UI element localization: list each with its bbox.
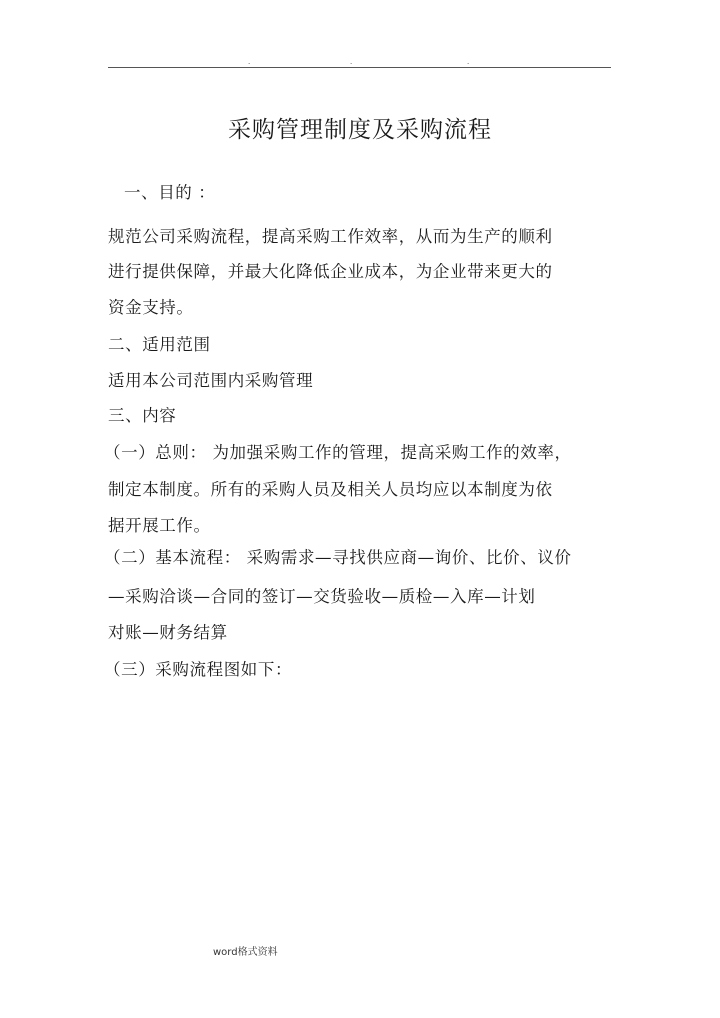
purpose-heading: 一、目的 ： (124, 183, 216, 202)
purpose-line: 规范公司采购流程，提高采购工作效率，从而为生产的顺利 (108, 227, 553, 246)
content-heading: 三、内容 (108, 406, 177, 425)
purpose-line: 资金支持。 (108, 298, 194, 317)
flowchart-heading: （三）采购流程图如下： (104, 660, 293, 679)
header-dot: . (350, 58, 353, 66)
process-line: —采购洽谈—合同的签订—交货验收—质检—入库—计划 (108, 587, 536, 606)
header-dot: . (248, 58, 251, 66)
purpose-line: 进行提供保障，并最大化降低企业成本，为企业带来更大的 (108, 262, 553, 281)
general-line: 制定本制度。所有的采购人员及相关人员均应以本制度为依 (108, 480, 553, 499)
footer-label: word格式资料 (213, 947, 278, 958)
general-line: （一）总则： 为加强采购工作的管理，提高采购工作的效率， (104, 443, 572, 462)
general-line: 据开展工作。 (108, 516, 211, 535)
header-dot: . (467, 58, 470, 66)
document-title: 采购管理制度及采购流程 (228, 117, 492, 143)
header-rule (108, 67, 611, 68)
scope-text: 适用本公司范围内采购管理 (108, 371, 314, 390)
scope-heading: 二、适用范围 (108, 335, 211, 354)
process-line: 对账—财务结算 (108, 623, 228, 642)
process-line: （二）基本流程： 采购需求—寻找供应商—询价、比价、议价 (104, 548, 572, 567)
